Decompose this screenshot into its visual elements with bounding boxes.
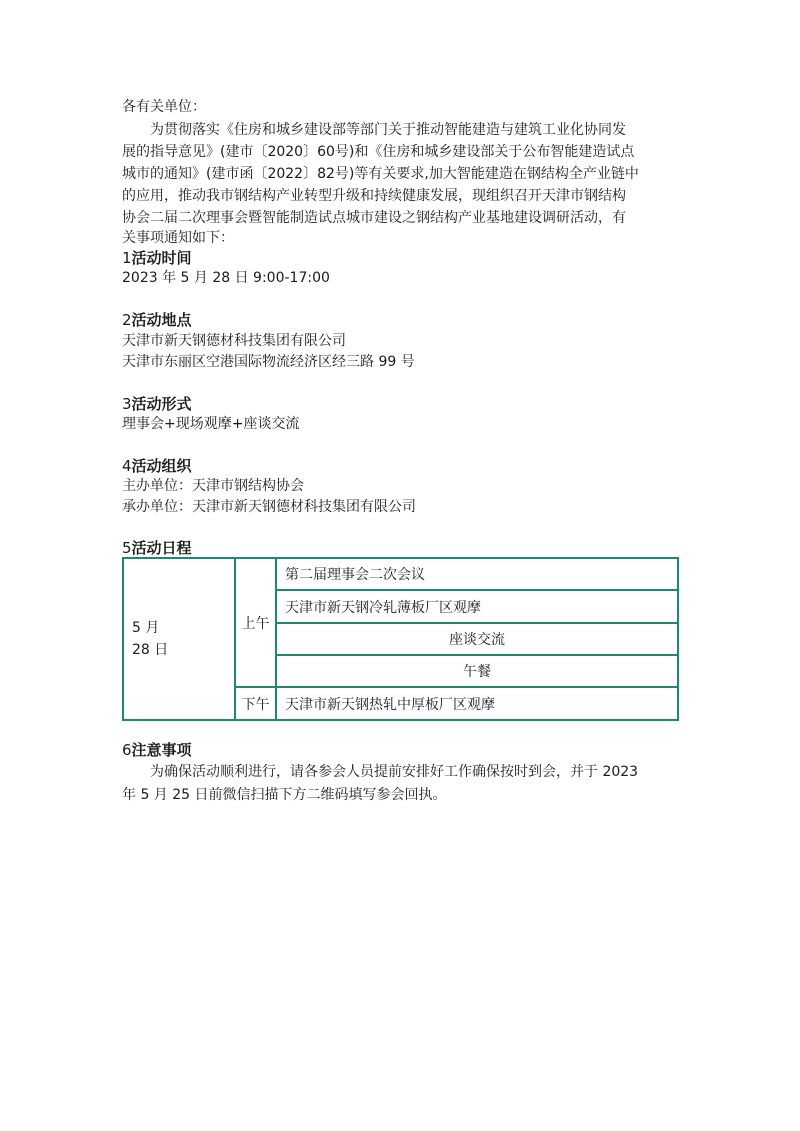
section-title: 活动组织 xyxy=(131,457,192,475)
schedule-date-cell xyxy=(123,558,235,720)
section-title: 注意事项 xyxy=(131,741,192,759)
section-heading-time xyxy=(122,248,192,268)
section-number: 6 xyxy=(122,741,132,759)
intro-line: 的应用，推动我市钢结构产业转型升级和持续健康发展，现组织召开天津市钢结构 xyxy=(122,188,626,204)
intro-line: 城市的通知》(建市函〔2022〕82号)等有关要求,加大智能建造在钢结构全产业链中 xyxy=(122,166,639,182)
section-number: 2 xyxy=(122,311,132,329)
org-host: 主办单位：天津市钢结构协会 xyxy=(122,478,304,494)
section-title: 活动日程 xyxy=(131,539,192,557)
schedule-item: 天津市新天钢冷轧薄板厂区观摩 xyxy=(276,590,678,623)
section-number: 5 xyxy=(122,539,132,557)
time-value: 2023 年 5 月 28 日 9:00-17:00 xyxy=(122,270,330,286)
section-number: 3 xyxy=(122,395,132,413)
notes-line: 年 5 月 25 日前微信扫描下方二维码填写参会回执。 xyxy=(122,787,447,803)
place-company: 天津市新天钢德材科技集团有限公司 xyxy=(122,333,346,349)
section-heading-place xyxy=(122,310,192,330)
notes-line: 为确保活动顺利进行，请各参会人员提前安排好工作确保按时到会，并于 2023 xyxy=(150,764,639,780)
intro-line: 关事项通知如下： xyxy=(122,230,234,246)
section-title: 活动地点 xyxy=(131,311,192,329)
schedule-item: 座谈交流 xyxy=(276,623,678,655)
intro-line: 为贯彻落实《住房和城乡建设部等部门关于推动智能建造与建筑工业化协同发 xyxy=(150,122,626,138)
section-number: 4 xyxy=(122,457,132,475)
schedule-item: 第二届理事会二次会议 xyxy=(276,558,678,590)
schedule-item: 午餐 xyxy=(276,655,678,687)
schedule-table xyxy=(122,557,679,721)
section-heading-notes xyxy=(122,740,192,760)
intro-line: 展的指导意见》(建市〔2020〕60号)和《住房和城乡建设部关于公布智能建造试点 xyxy=(122,144,635,160)
org-organizer: 承办单位：天津市新天钢德材科技集团有限公司 xyxy=(122,499,416,515)
section-title: 活动时间 xyxy=(131,249,192,267)
section-heading-schedule xyxy=(122,538,192,558)
date-day: 28 日 xyxy=(132,642,169,658)
salutation: 各有关单位： xyxy=(122,99,206,115)
intro-line: 协会二届二次理事会暨智能制造试点城市建设之钢结构产业基地建设调研活动，有 xyxy=(122,210,626,226)
afternoon-label: 下午 xyxy=(235,687,276,720)
section-heading-form xyxy=(122,394,192,414)
form-value: 理事会+现场观摩+座谈交流 xyxy=(122,416,300,432)
place-address: 天津市东丽区空港国际物流经济区经三路 99 号 xyxy=(122,354,415,370)
section-heading-org xyxy=(122,456,192,476)
schedule-item: 天津市新天钢热轧中厚板厂区观摩 xyxy=(276,687,678,720)
date-month: 5 月 xyxy=(132,620,160,636)
section-number: 1 xyxy=(122,249,132,267)
section-title: 活动形式 xyxy=(131,395,192,413)
morning-label: 上午 xyxy=(235,558,276,687)
table-row xyxy=(123,558,678,590)
